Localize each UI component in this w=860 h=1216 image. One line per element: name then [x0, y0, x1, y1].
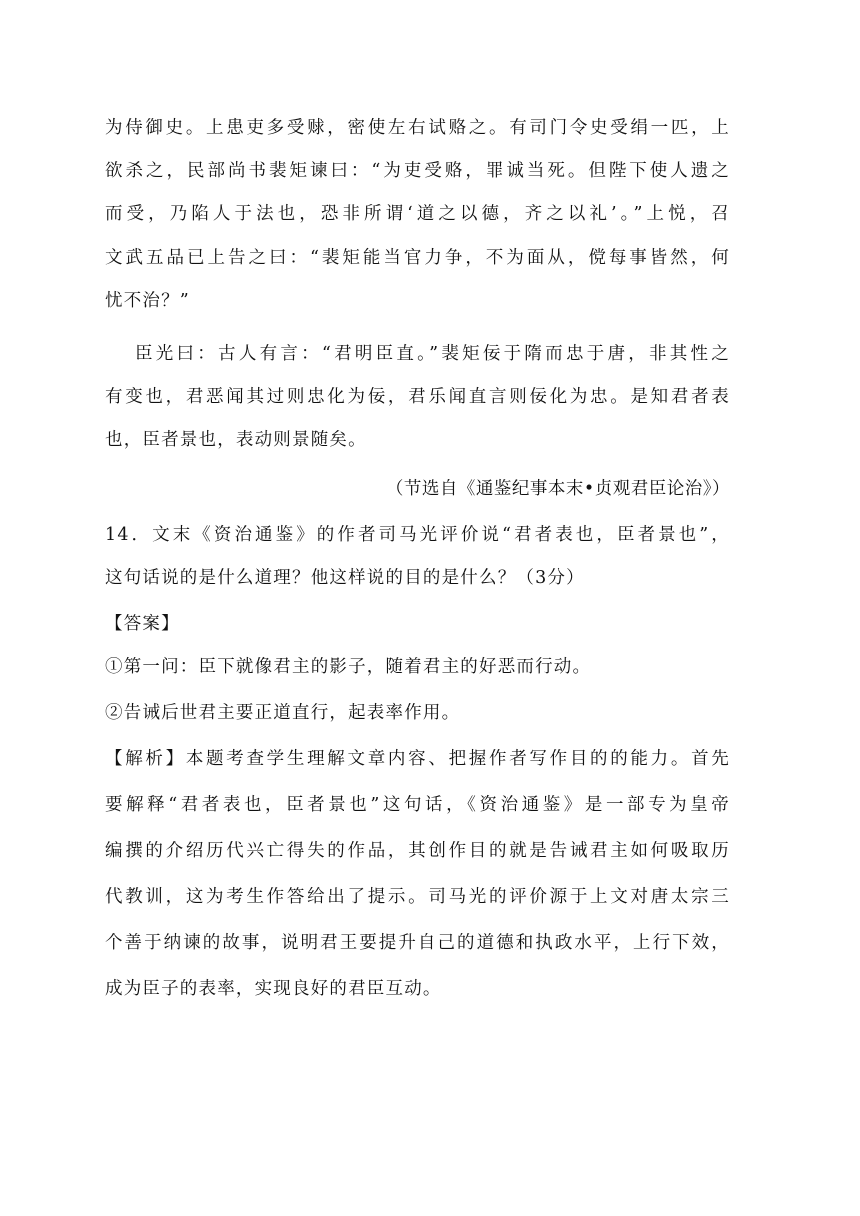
- question-line: 14．文末《资治通鉴》的作者司马光评价说“君者表也，臣者景也”，: [105, 525, 730, 545]
- passage-line: 忧不治？”: [105, 291, 190, 311]
- source-citation: （节选自《通鉴纪事本末•贞观君臣论治》）: [385, 479, 730, 499]
- answer-item: ②告诫后世君主要正道直行，起表率作用。: [105, 703, 461, 723]
- analysis-line: 代教训，这为考生作答给出了提示。司马光的评价源于上文对唐太宗三: [105, 887, 730, 907]
- comment-line: 臣光曰：古人有言：“君明臣直。”裴矩佞于隋而忠于唐，非其性之: [135, 344, 730, 364]
- analysis-line: 成为臣子的表率，实现良好的君臣互动。: [105, 979, 442, 999]
- answer-item: ①第一问：臣下就像君主的影子，随着君主的好恶而行动。: [105, 657, 592, 677]
- analysis-line: 个善于纳谏的故事，说明君王要提升自己的道德和执政水平，上行下效，: [105, 933, 730, 953]
- comment-line: 也，臣者景也，表动则景随矣。: [105, 430, 367, 450]
- passage-line: 欲杀之，民部尚书裴矩谏曰：“为吏受赂，罪诚当死。但陛下使人遗之: [105, 161, 730, 181]
- analysis-line: 【解析】本题考查学生理解文章内容、把握作者写作目的的能力。首先: [105, 749, 730, 769]
- passage-line: 文武五品已上告之曰：“裴矩能当官力争，不为面从，傥每事皆然，何: [105, 248, 730, 268]
- answer-heading: 【答案】: [105, 614, 180, 634]
- passage-line: 为侍御史。上患吏多受赇，密使左右试赂之。有司门令史受绢一匹，上: [105, 118, 730, 138]
- comment-line: 有变也，君恶闻其过则忠化为佞，君乐闻直言则佞化为忠。是知君者表: [105, 387, 730, 407]
- question-line: 这句话说的是什么道理？他这样说的目的是什么？（3分）: [105, 568, 585, 588]
- analysis-line: 编撰的介绍历代兴亡得失的作品，其创作目的就是告诫君主如何吸取历: [105, 841, 730, 861]
- analysis-line: 要解释“君者表也，臣者景也”这句话，《资治通鉴》是一部专为皇帝: [105, 795, 730, 815]
- passage-line: 而受，乃陷人于法也，恐非所谓‘道之以德，齐之以礼’。”上悦，召: [105, 204, 730, 224]
